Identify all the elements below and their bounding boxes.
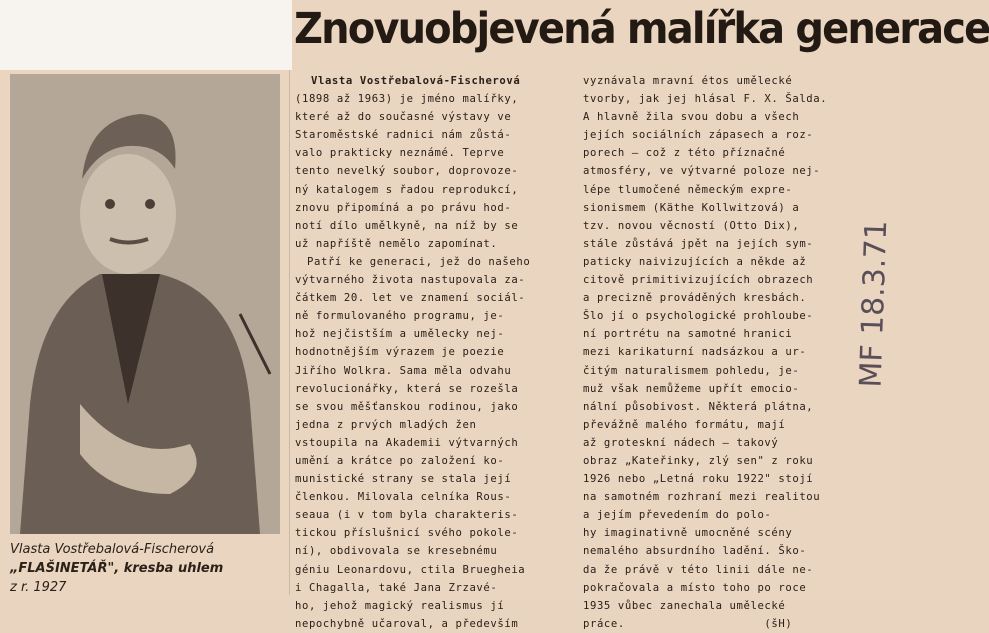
text-line: nepochybně učaroval, a především [295,617,519,630]
text-line: valo prakticky neznámé. Teprve [295,147,505,160]
text-line: ně formulovaného programu, je- [295,310,505,323]
article-column-2 [583,72,859,633]
text-line: tzv. novou věcností (Otto Dix), [583,219,800,232]
text-line: ní portrétu na samotné hranici [583,328,793,341]
text-line: ní), obdivovala se kresebnému [295,545,498,558]
text-line: které až do současné výstavy ve [295,111,512,124]
text-line: muž však nemůžeme upřít emocio- [583,382,800,395]
text-line: vstoupila na Akademii výtvarných [295,436,519,449]
text-line: znovu připomíná a po právu hod- [295,201,512,214]
text-line: jejích sociálních zápasech a roz- [583,129,814,142]
text-line: až groteskní nádech — takový [583,436,779,449]
text-line: paticky naivizujících a někde až [583,255,807,268]
text-line: na samotném rozhraní mezi realitou [583,491,821,504]
text-line: čitým naturalismem pohledu, je- [583,364,800,377]
text-line: porech — což z této příznačné [583,147,786,160]
text-line: už napříště nemělo zapomínat. [295,237,498,250]
portrait-photo [10,74,280,534]
text-line: Jiřího Wolkra. Sama měla odvahu [295,364,512,377]
column-divider [289,70,290,595]
text-line: pokračovala a místo toho po roce [583,581,807,594]
text-line: práce. (šH) [583,617,793,630]
text-line: převážně malého formátu, mají [583,418,786,431]
paper-corner [0,0,292,70]
text-line: notí dílo umělkyně, na níž by se [295,219,519,232]
text-line: i Chagalla, také Jana Zrzavé- [295,581,498,594]
text-line: hodnotnějším výrazem je poezie [295,346,505,359]
text-line: tickou příslušnicí svého pokole- [295,527,519,540]
text-line: géniu Leonardovu, ctila Bruegheia [295,563,526,576]
caption-line: „FLAŠINETÁŘ", kresba uhlem [10,561,224,576]
text-line: umění a krátce po založení ko- [295,454,505,467]
text-line: nální působivost. Některá plátna, [583,400,814,413]
text-line: 1926 nebo „Letná roku 1922" stojí [583,473,814,486]
text-line: vyznávala mravní étos umělecké [583,75,793,87]
portrait-image [10,74,280,534]
text-line: hy imaginativně umocněné scény [583,527,793,540]
text-line: 1935 vůbec zanechala umělecké [583,599,786,612]
text-line: výtvarného života nastupovala za- [295,274,526,287]
article-column-1 [295,72,575,633]
text-line: sionismem (Käthe Kollwitzová) a [583,201,800,214]
text-line: Šlo jí o psychologické prohloube- [583,310,814,323]
photo-caption [10,540,290,597]
text-line: atmosféry, ve výtvarné poloze nej- [583,165,821,178]
text-line: da že právě v této linii dále ne- [583,563,814,576]
handwritten-note [853,327,890,388]
text-line: mezi karikaturní nadsázkou a ur- [583,346,807,359]
text-line: a jejím převedením do polo- [583,509,772,522]
caption-line: z r. 1927 [10,580,67,595]
text-line: nemalého absurdního ladění. Ško- [583,545,807,558]
text-line: tento nevelký soubor, doprovoze- [295,165,519,178]
text-line: ný katalogem s řadou reprodukcí, [295,183,519,196]
text-line: munistické strany se stala její [295,473,512,486]
text-line: ho, jehož magický realismus jí [295,599,505,612]
text-line: čátkem 20. let ve znamení sociál- [295,292,526,305]
headline: Znovuobjevená malířka generace [294,4,989,54]
text-line: lépe tlumočené německým expre- [583,183,793,196]
text-line: a precizně prováděných kresbách. [583,292,807,305]
text-line: citově primitivizujících obrazech [583,274,814,287]
text-line: členkou. Milovala celníka Rous- [295,491,512,504]
text-line: stále zůstává jpět na jejích sym- [583,237,814,250]
text-line: Patří ke generaci, jež do našeho [307,255,531,268]
text-line: se svou měšťanskou rodinou, jako [295,400,519,413]
text-line: seaua (i v tom byla charakteris- [295,509,519,522]
text-line: tvorby, jak jej hlásal F. X. Šalda. [583,93,828,106]
text-line: hož nejčistším a umělecky nej- [295,328,505,341]
caption-line: Vlasta Vostřebalová-Fischerová [10,542,215,557]
text-line: obraz „Kateřinky, zlý sen" z roku [583,454,814,467]
text-line: Staroměstské radnici nám zůstá- [295,129,512,142]
text-line: revolucionářky, která se rozešla [295,382,519,395]
text-line: A hlavně žila svou dobu a všech [583,111,800,124]
text-line: (1898 až 1963) je jméno malířky, [295,93,519,106]
text-line: jedna z prvých mladých žen [295,418,477,431]
author-name: Vlasta Vostřebalová-Fischerová [311,75,521,87]
